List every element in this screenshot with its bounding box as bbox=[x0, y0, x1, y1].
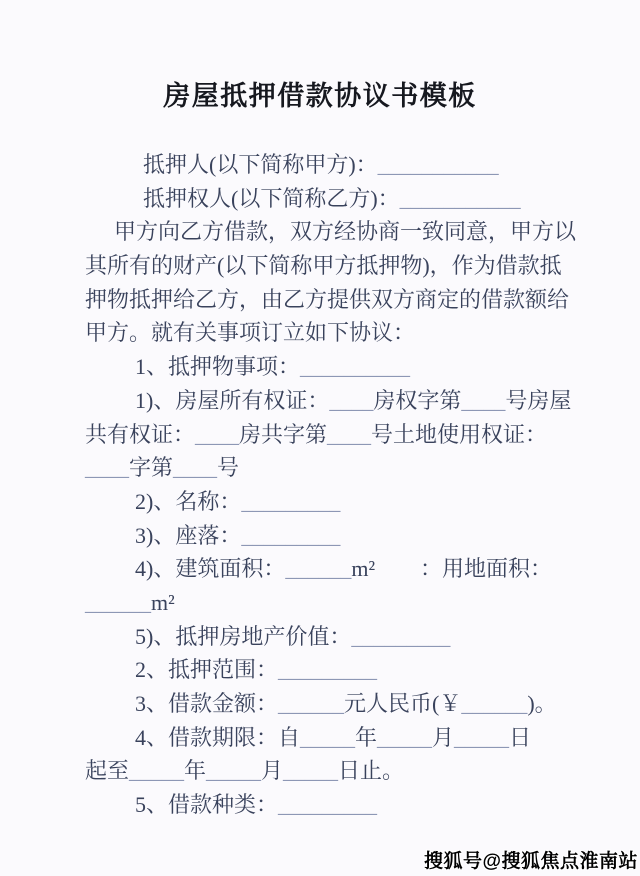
text-run: 号土地使用权证： bbox=[371, 421, 548, 447]
blank-field: ____ bbox=[195, 421, 240, 447]
blank-field: _____ bbox=[129, 758, 185, 784]
text-run: 3)、座落： bbox=[135, 522, 242, 548]
document-line bbox=[85, 283, 580, 317]
text-run: 抵押人(以下简称甲方)： bbox=[143, 152, 378, 177]
document-line bbox=[85, 384, 580, 418]
text-run: 其所有的财产(以下简称甲方抵押物)，作为借款抵 bbox=[85, 253, 562, 279]
text-run: 4)、建筑面积： bbox=[135, 556, 286, 582]
document-line bbox=[85, 586, 580, 620]
document-line bbox=[85, 215, 580, 249]
text-run: 房共字第 bbox=[239, 421, 328, 447]
text-run: 共有权证： bbox=[85, 421, 196, 447]
document-line bbox=[85, 687, 580, 721]
document-line bbox=[85, 485, 580, 519]
document-line bbox=[85, 451, 580, 485]
document-line bbox=[85, 418, 580, 452]
text-run: ：用地面积： bbox=[420, 556, 553, 582]
blank-field: ____ bbox=[461, 387, 506, 413]
text-run: 月 bbox=[261, 758, 284, 784]
document-line bbox=[85, 249, 580, 283]
text-run: 3、借款金额： bbox=[135, 691, 279, 716]
blank-field: ____ bbox=[329, 387, 374, 413]
blank-field: _____ bbox=[300, 724, 356, 750]
document-line bbox=[85, 620, 580, 654]
blank-field: ___________ bbox=[399, 185, 521, 211]
blank-field: ______ bbox=[285, 556, 352, 582]
blank-field: _________ bbox=[278, 657, 378, 683]
text-run: 5)、抵押房地产价值： bbox=[135, 623, 352, 649]
document-line bbox=[85, 552, 580, 586]
text-run: 1)、房屋所有权证： bbox=[135, 387, 330, 413]
text-run: 元人民币(￥ bbox=[344, 691, 462, 716]
document-line bbox=[85, 519, 580, 553]
text-run: 年 bbox=[355, 724, 378, 750]
text-run: 5、借款种类： bbox=[135, 792, 279, 818]
text-run: m² bbox=[351, 556, 376, 582]
document-line bbox=[85, 316, 580, 350]
text-run: 甲方。就有关事项订立如下协议： bbox=[85, 320, 416, 346]
blank-field: _________ bbox=[278, 792, 378, 818]
text-run: 日止。 bbox=[338, 758, 405, 784]
document-body bbox=[85, 148, 580, 822]
blank-field: _________ bbox=[241, 522, 341, 548]
text-run: 1、抵押物事项： bbox=[135, 354, 301, 380]
text-run: 号 bbox=[217, 455, 240, 481]
text-run: 4、借款期限：自 bbox=[135, 724, 301, 750]
blank-field: ____ bbox=[327, 421, 372, 447]
text-run: 年 bbox=[184, 758, 207, 784]
text-run: )。 bbox=[527, 691, 557, 716]
blank-field: _____ bbox=[377, 724, 433, 750]
text-run: 2)、名称： bbox=[135, 488, 242, 514]
text-run: 房权字第 bbox=[373, 387, 462, 413]
document-title: 房屋抵押借款协议书模板 bbox=[163, 81, 477, 111]
text-run: 起至 bbox=[85, 758, 130, 784]
blank-field: ______ bbox=[85, 589, 151, 615]
text-run: 2、抵押范围： bbox=[135, 657, 279, 683]
document-line bbox=[85, 350, 580, 384]
text-run: 字第 bbox=[129, 455, 174, 481]
blank-field: __________ bbox=[300, 354, 411, 380]
text-run: 抵押权人(以下简称乙方)： bbox=[143, 185, 400, 211]
blank-field: _____ bbox=[206, 758, 262, 784]
blank-field: ______ bbox=[461, 691, 528, 716]
blank-field: _________ bbox=[241, 488, 341, 514]
document-line bbox=[85, 788, 580, 822]
text-run: 甲方向乙方借款，双方经协商一致同意，甲方以 bbox=[114, 219, 577, 245]
document-line bbox=[85, 721, 580, 755]
blank-field: ____ bbox=[173, 455, 218, 481]
watermark: 搜狐号@搜狐焦点淮南站 bbox=[423, 851, 638, 872]
document-line bbox=[85, 182, 580, 216]
blank-field: ___________ bbox=[377, 152, 499, 177]
blank-field: _____ bbox=[283, 758, 339, 784]
blank-field: ______ bbox=[278, 691, 345, 716]
text-run: 月 bbox=[432, 724, 455, 750]
text-run: 号房屋 bbox=[505, 387, 572, 413]
blank-field: _________ bbox=[351, 623, 451, 649]
blank-field: ____ bbox=[85, 455, 129, 481]
document-line bbox=[85, 148, 580, 182]
text-run: m² bbox=[151, 589, 175, 615]
document-line bbox=[85, 754, 580, 788]
document-line bbox=[85, 653, 580, 687]
text-run: 押物抵押给乙方，由乙方提供双方商定的借款额给 bbox=[85, 286, 570, 312]
text-run: 日 bbox=[509, 724, 532, 750]
blank-field: _____ bbox=[454, 724, 510, 750]
